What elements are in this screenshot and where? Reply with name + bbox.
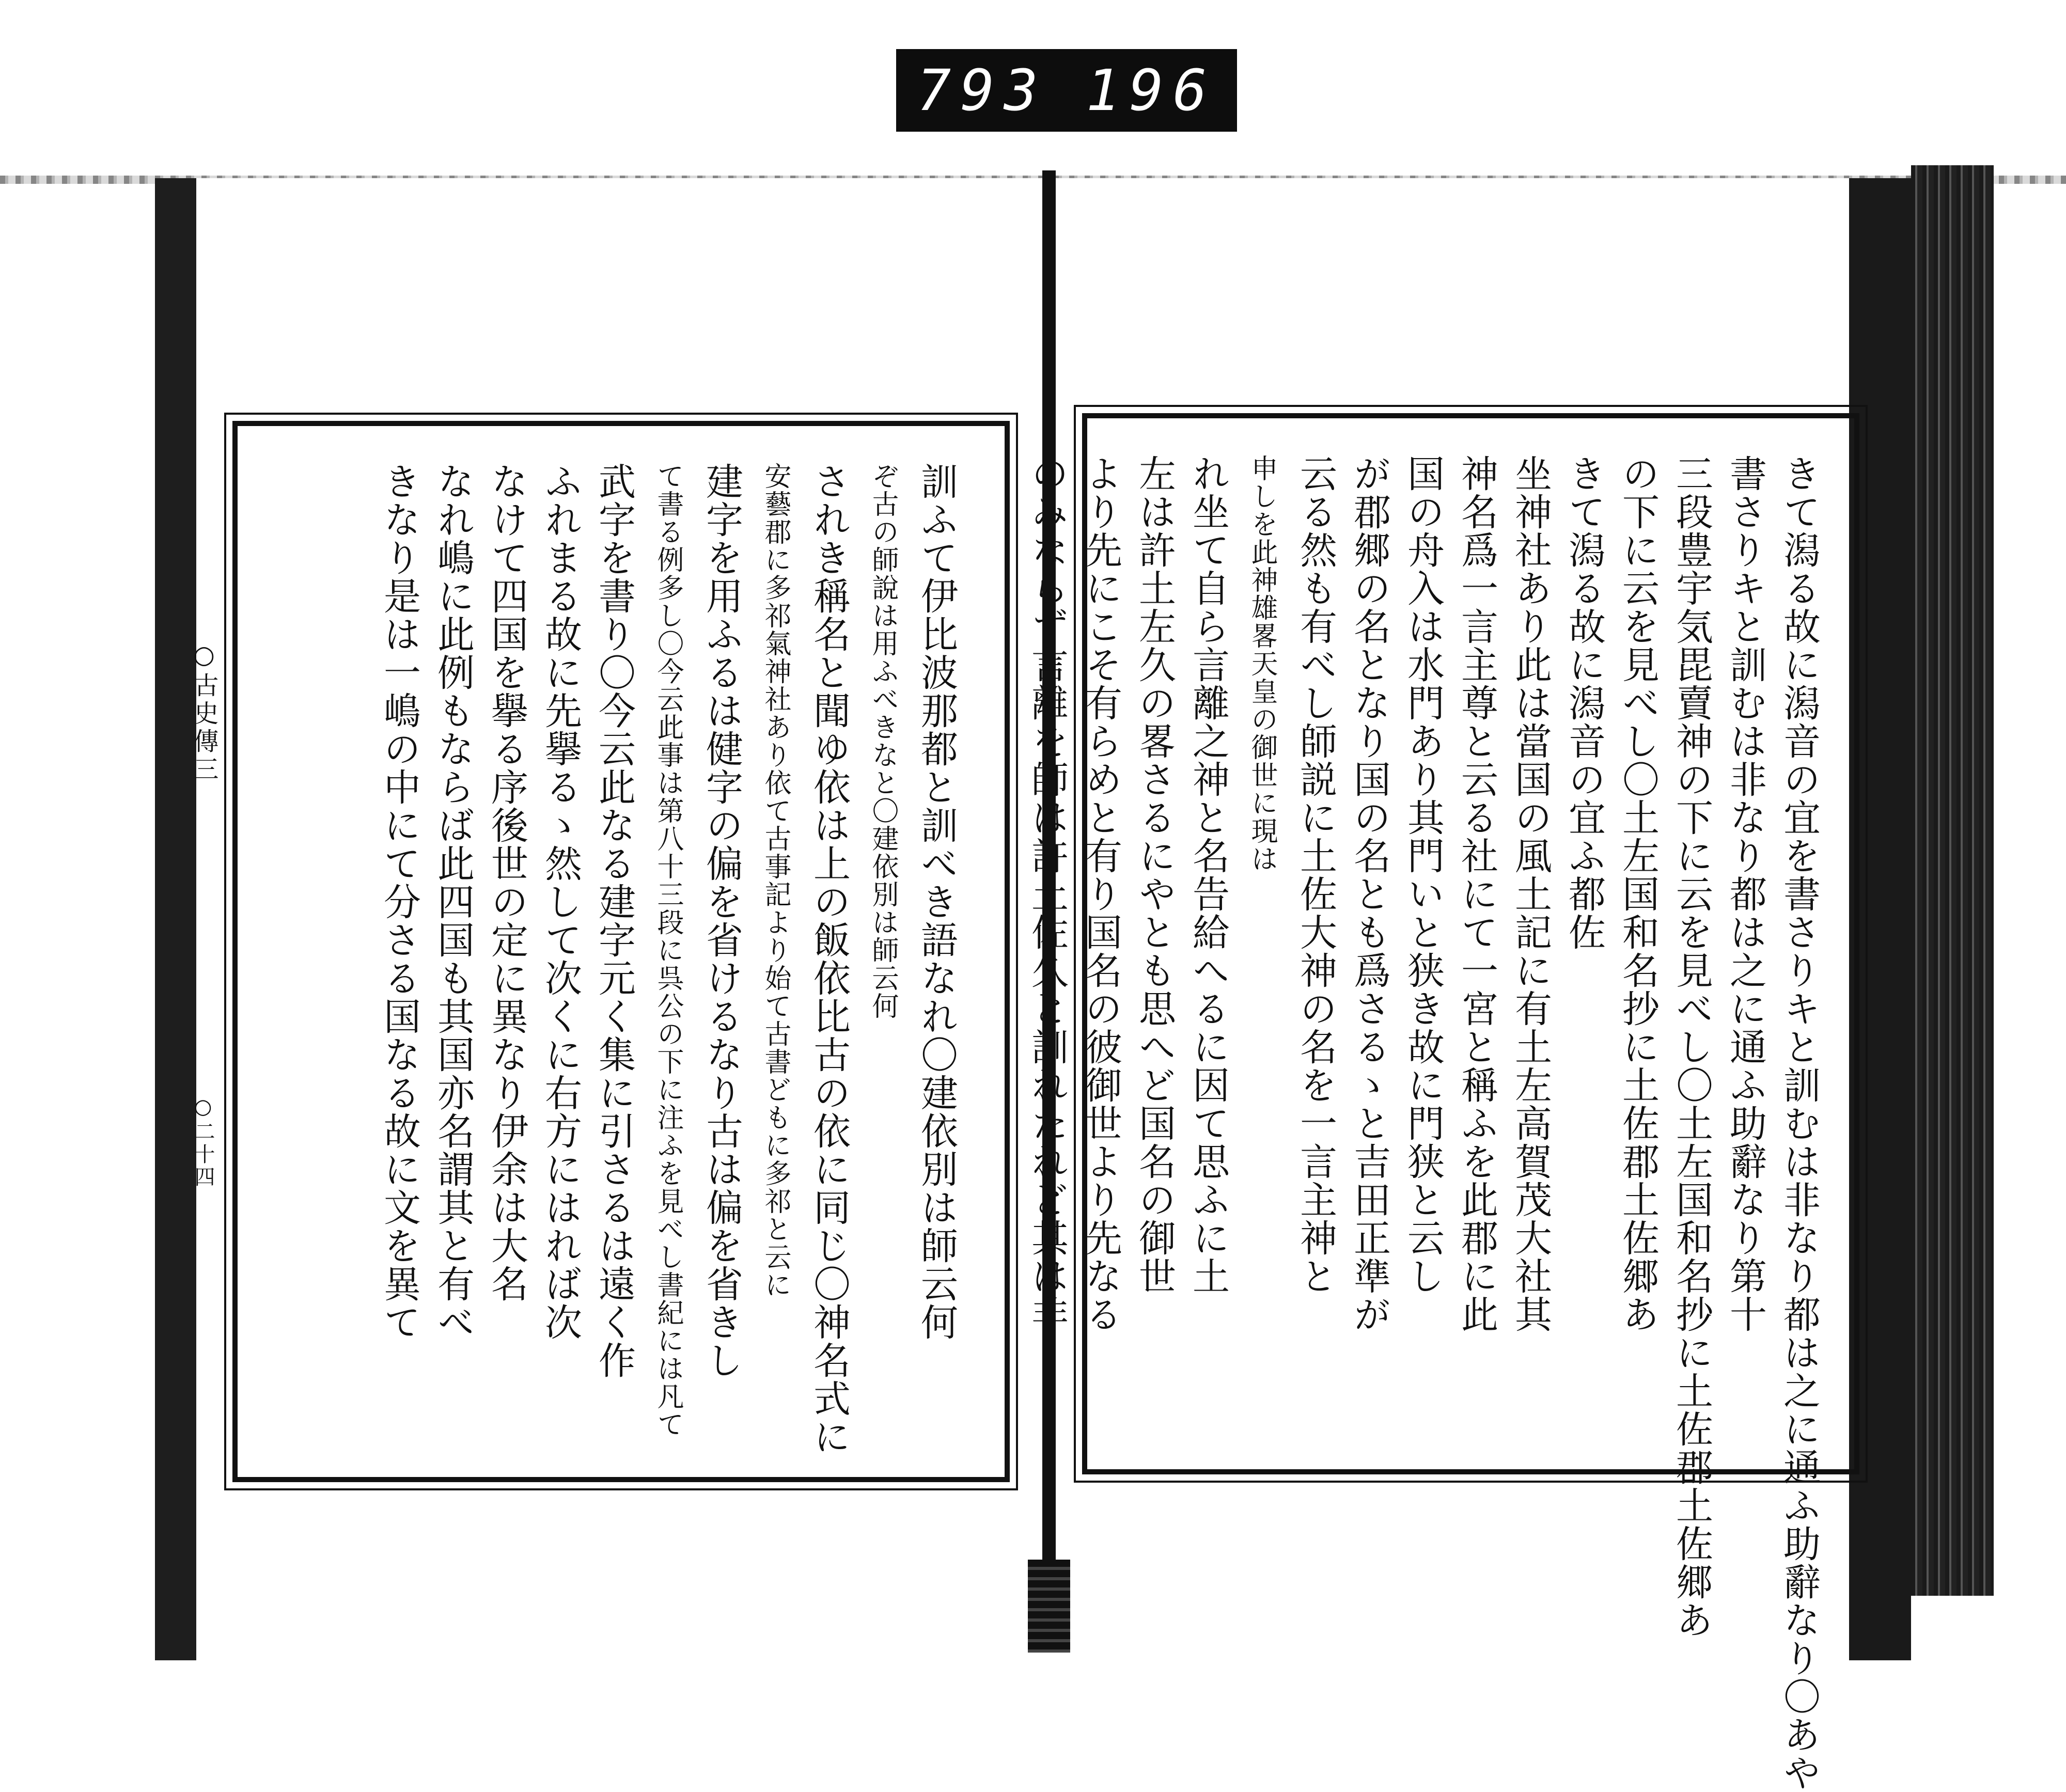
text-column: れ坐て自ら言離之神と名告給へるに因て思ふに土 <box>1186 454 1230 1295</box>
text-column: 書さりキと訓むは非なり都は之に通ふ助辭なり第十 <box>1724 454 1767 1333</box>
text-column: のみならず言離を師は許土佐久と訓れたれど其は非 <box>1025 454 1069 1333</box>
text-column: 坐神社あり此は當国の風土記に有土左高賀茂大社其 <box>1509 454 1552 1333</box>
right-text-block <box>1020 454 1826 1792</box>
text-column: ふれまる故に先擧るゝ然して次くに右方にはれば次 <box>539 462 582 1341</box>
spine-foot <box>1028 1560 1070 1653</box>
page-stack-edge <box>1911 165 1994 1596</box>
text-column: 申しを此神雄畧天皇の御世に現は <box>1246 454 1277 873</box>
text-column: 左は許土左久の畧さるにやとも思へど国名の御世 <box>1133 454 1176 1295</box>
text-column: て書る例多し〇今云此事は第八十三段に呉公の下に注ふを見べし書紀には凡て <box>652 462 683 1438</box>
text-column: の下に云を見べし〇土左国和名抄に土佐郡土佐郷あ <box>1616 454 1660 1333</box>
text-column: 訓ふて伊比波那都と訓べき語なれ〇建依別は師云何 <box>915 462 958 1341</box>
text-column: 神名爲一言主尊と云る社にて一宮と稱ふを此郡に此 <box>1455 454 1498 1333</box>
text-column: が郡郷の名となり国の名とも爲さるゝと吉田正準が <box>1348 454 1391 1333</box>
text-column: 云る然も有べし師説に土佐大神の名を一言主神と <box>1294 454 1337 1295</box>
left-text-block <box>372 462 963 1454</box>
running-head-title: ○古史傳三 <box>190 640 218 784</box>
text-column: されき稱名と聞ゆ依は上の飯依比古の依に同じ〇神名式に <box>807 462 851 1456</box>
left-text-frame <box>232 421 1010 1482</box>
right-text-frame <box>1025 413 1859 1792</box>
text-column: 安藝郡に多祁氣神社あり依て古事記より始て古書どもに多祁と云に <box>760 462 791 1299</box>
text-column: ぞ古の師說は用ふべきなと〇建依別は師云何 <box>867 462 898 1020</box>
text-column: 三段豊宇気毘賣神の下に云を見べし〇土左国和名抄に土佐郡土佐郷あ <box>1670 454 1713 1639</box>
text-column: きなり是は一嶋の中にて分さる国なる故に文を異て <box>378 462 421 1341</box>
microfilm-frame-label <box>896 49 1237 132</box>
text-column: より先にこそ有らめと有り国名の彼御世より先なる <box>1079 454 1122 1333</box>
frame-number-left: 793 <box>917 57 1047 123</box>
text-column: なけて四国を擧る序後世の定に異なり伊余は大名 <box>485 462 528 1303</box>
text-column: 建字を用ふるは健字の偏を省けるなり古は偏を省きし <box>700 462 743 1379</box>
text-column: なれ嶋に此例もならば此四国も其国亦名謂其と有べ <box>431 462 475 1341</box>
text-column: 武字を書り〇今云此なる建字元く集に引さるは遠く作 <box>592 462 636 1379</box>
text-column: きて潟る故に潟音の宜ふ都佐 <box>1562 454 1606 951</box>
running-head-page-number: ○二十四 <box>191 1095 215 1189</box>
frame-number-right: 196 <box>1086 57 1216 123</box>
text-column: きて潟る故に潟音の宜を書さりキと訓むは非なり都は之に通ふ助辭なり〇あや <box>1777 454 1821 1792</box>
text-column: 国の舟入は水門あり其門いと狭き故に門狭と云し <box>1401 454 1445 1295</box>
